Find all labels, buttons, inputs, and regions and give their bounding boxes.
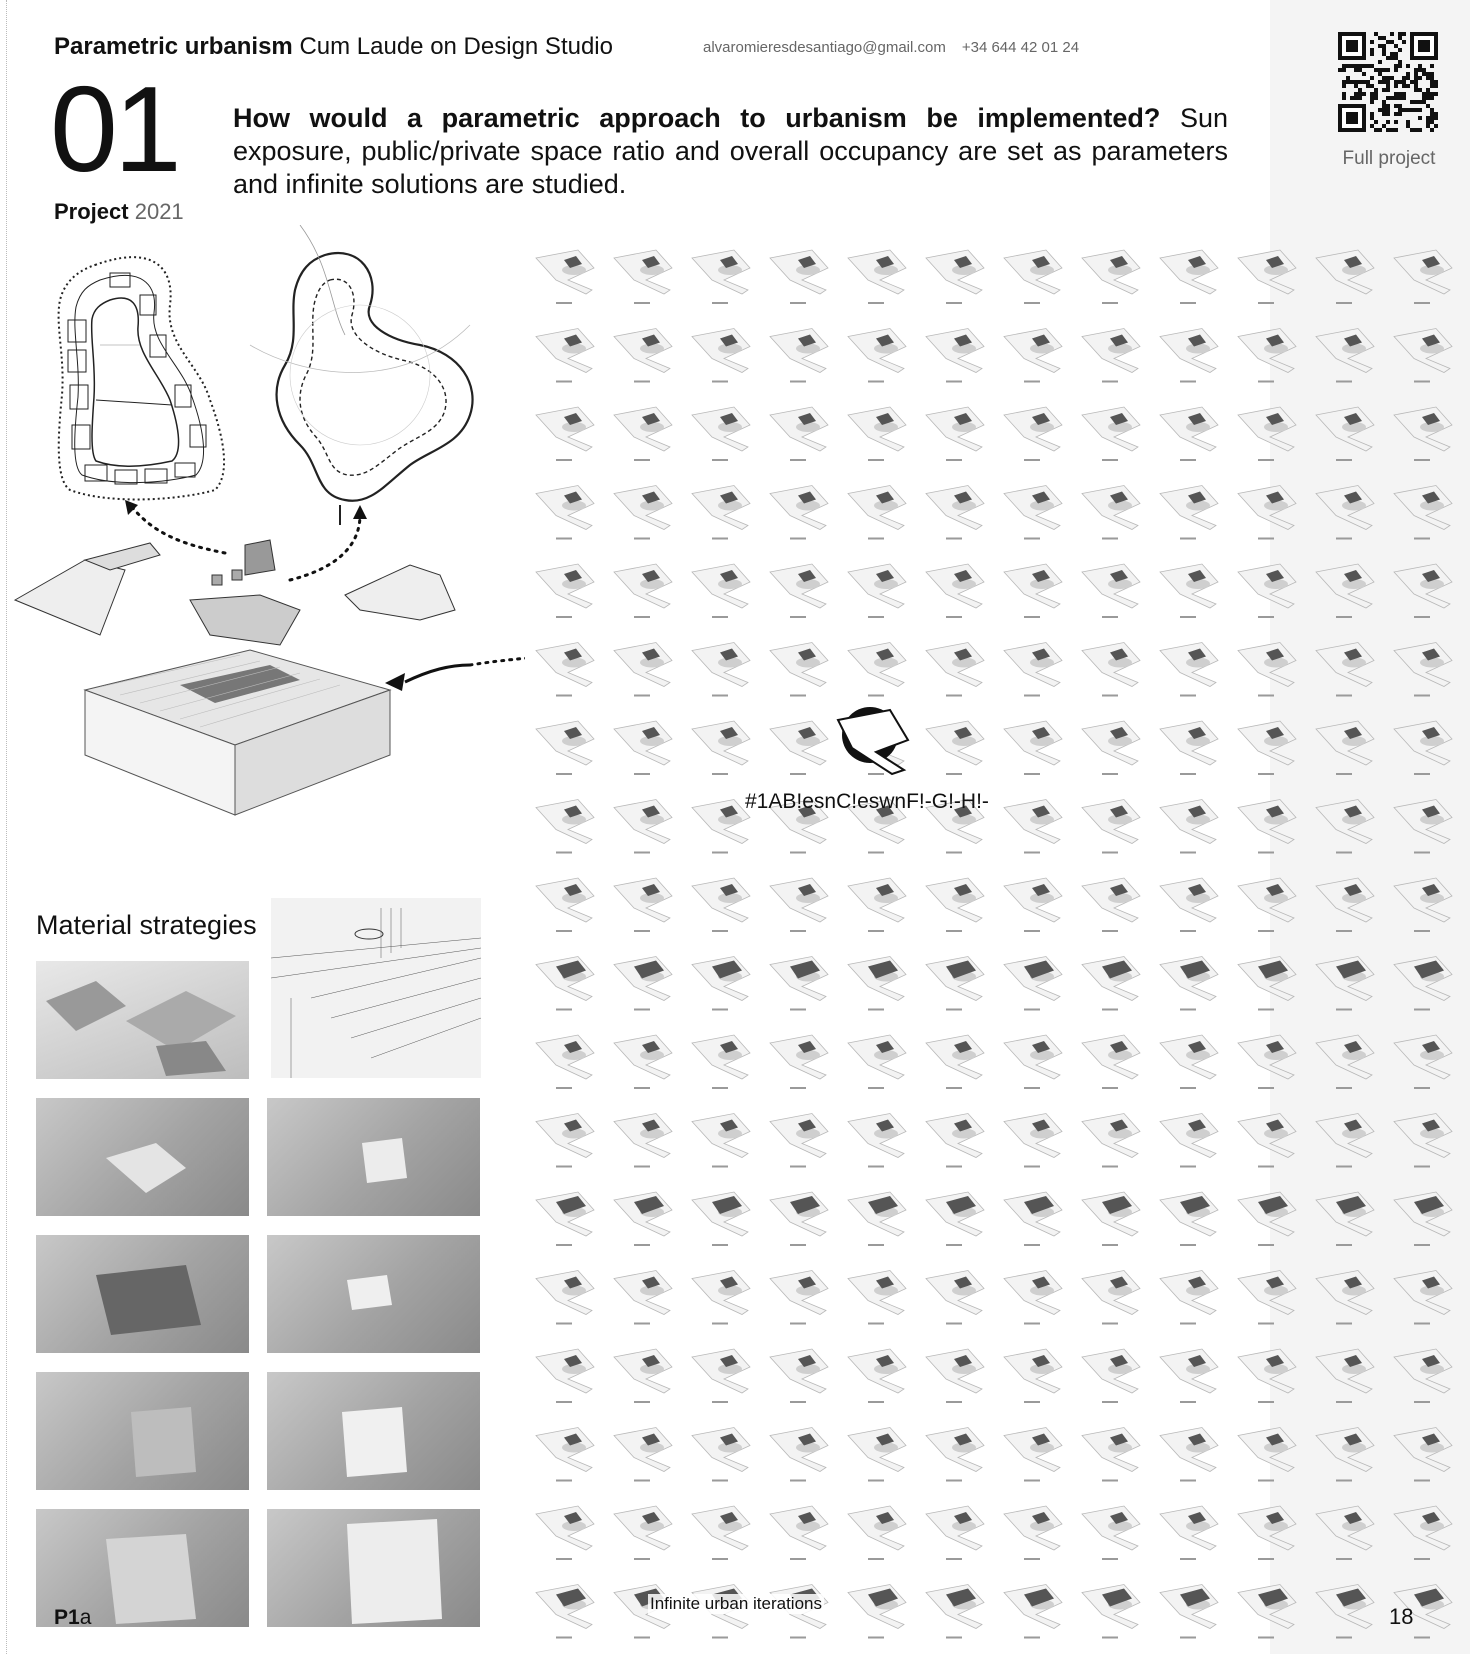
iteration-thumbnail [536, 878, 594, 932]
model-photo-7 [267, 1372, 480, 1490]
iteration-thumbnail [536, 643, 594, 697]
iteration-thumbnail [1004, 1349, 1062, 1403]
iteration-thumbnail [1082, 486, 1140, 540]
iteration-thumbnail [614, 1349, 672, 1403]
project-year: 2021 [134, 199, 184, 224]
iteration-thumbnail [926, 643, 984, 697]
iteration-thumbnail [1394, 1192, 1452, 1246]
qr-code[interactable] [1338, 30, 1438, 134]
iteration-thumbnail [536, 721, 594, 775]
iteration-thumbnail [848, 407, 906, 461]
iteration-thumbnail [848, 1428, 906, 1482]
iteration-thumbnail [926, 329, 984, 383]
iteration-thumbnail [692, 878, 750, 932]
iteration-thumbnail [1160, 329, 1218, 383]
iteration-thumbnail [1082, 1585, 1140, 1639]
iteration-thumbnail [1316, 957, 1374, 1011]
iteration-thumbnail [1394, 250, 1452, 304]
iteration-thumbnail [614, 721, 672, 775]
iteration-thumbnail [1394, 721, 1452, 775]
iteration-thumbnail [692, 1114, 750, 1168]
iteration-thumbnail [614, 1428, 672, 1482]
iteration-thumbnail [1160, 407, 1218, 461]
question-bold: How would a parametric approach to urbanism be implemented? [233, 103, 1161, 133]
iteration-thumbnail [1004, 1585, 1062, 1639]
iteration-thumbnail [770, 564, 828, 618]
iteration-thumbnail [614, 957, 672, 1011]
iteration-thumbnail [848, 1585, 906, 1639]
iteration-thumbnail [692, 407, 750, 461]
iteration-thumbnail [1082, 250, 1140, 304]
panel-label-rest: a [79, 1606, 92, 1629]
iteration-thumbnail [1160, 721, 1218, 775]
iteration-thumbnail [1160, 564, 1218, 618]
iteration-thumbnail [1004, 1192, 1062, 1246]
site-plan-right [250, 225, 473, 525]
iteration-thumbnail [692, 250, 750, 304]
iteration-thumbnail [1004, 957, 1062, 1011]
iteration-thumbnail [1316, 1271, 1374, 1325]
iteration-thumbnail [1238, 1585, 1296, 1639]
iteration-thumbnail [1082, 721, 1140, 775]
iteration-thumbnail [1394, 957, 1452, 1011]
material-strategies-title: Material strategies [36, 910, 257, 940]
iteration-thumbnail [1394, 1428, 1452, 1482]
iteration-thumbnail [770, 407, 828, 461]
iteration-thumbnail [1316, 486, 1374, 540]
iteration-thumbnail [1394, 1035, 1452, 1089]
model-photo-9 [267, 1509, 480, 1627]
iteration-thumbnail [1316, 407, 1374, 461]
iteration-thumbnail [1004, 1506, 1062, 1560]
contact-email[interactable]: alvaromieresdesantiago@gmail.com [703, 39, 946, 56]
iteration-thumbnail [848, 250, 906, 304]
iteration-thumbnail [1004, 329, 1062, 383]
iteration-thumbnail [1082, 1349, 1140, 1403]
contact-info [703, 39, 1079, 56]
iteration-thumbnail [848, 1035, 906, 1089]
iteration-thumbnail [614, 643, 672, 697]
iteration-thumbnail [1394, 1506, 1452, 1560]
iteration-thumbnail [1004, 1035, 1062, 1089]
iteration-thumbnail [1394, 800, 1452, 854]
iteration-thumbnail [848, 643, 906, 697]
iteration-thumbnail [1004, 800, 1062, 854]
iteration-thumbnail [1238, 800, 1296, 854]
iteration-thumbnail [1160, 486, 1218, 540]
iteration-thumbnail [1082, 1035, 1140, 1089]
iteration-thumbnail [1238, 1035, 1296, 1089]
iteration-thumbnail [770, 250, 828, 304]
iteration-thumbnail [770, 1428, 828, 1482]
iteration-thumbnail [1082, 957, 1140, 1011]
iteration-thumbnail [1082, 329, 1140, 383]
contact-phone[interactable]: +34 644 42 01 24 [961, 39, 1080, 56]
model-photo-1 [36, 961, 249, 1079]
iteration-thumbnail [1238, 957, 1296, 1011]
iteration-thumbnail [926, 1506, 984, 1560]
iteration-thumbnail [692, 957, 750, 1011]
iteration-thumbnail [848, 1271, 906, 1325]
iteration-thumbnail [1004, 250, 1062, 304]
iteration-thumbnail [1394, 564, 1452, 618]
iteration-thumbnail [926, 1428, 984, 1482]
model-photo-3 [267, 1098, 480, 1216]
iteration-thumbnail [1160, 1035, 1218, 1089]
iteration-thumbnail [692, 800, 750, 854]
iteration-thumbnail [1238, 407, 1296, 461]
iteration-thumbnail [1316, 721, 1374, 775]
iteration-thumbnail [770, 721, 828, 775]
iteration-thumbnail [614, 329, 672, 383]
iteration-thumbnail [536, 800, 594, 854]
iteration-thumbnail [1316, 1585, 1374, 1639]
iteration-thumbnail [1316, 1192, 1374, 1246]
iteration-thumbnail [1082, 800, 1140, 854]
iteration-thumbnail [1082, 1114, 1140, 1168]
iteration-thumbnail [1160, 1506, 1218, 1560]
iteration-thumbnail [1316, 1428, 1374, 1482]
iteration-thumbnail [1316, 1506, 1374, 1560]
iteration-thumbnail [1004, 1114, 1062, 1168]
iteration-thumbnail [1238, 486, 1296, 540]
iteration-thumbnail [926, 250, 984, 304]
iteration-thumbnail [1394, 643, 1452, 697]
iteration-thumbnail [536, 486, 594, 540]
page-number: 18 [1389, 1604, 1414, 1629]
iteration-thumbnail [1004, 486, 1062, 540]
iteration-thumbnail [1316, 800, 1374, 854]
iteration-thumbnail [1238, 250, 1296, 304]
iteration-thumbnail [770, 486, 828, 540]
iteration-thumbnail [926, 1585, 984, 1639]
model-photo-6 [36, 1372, 249, 1490]
iteration-thumbnail [926, 878, 984, 932]
iteration-thumbnail [848, 1349, 906, 1403]
iteration-thumbnail [848, 957, 906, 1011]
iteration-thumbnail [614, 1035, 672, 1089]
model-photo-5 [267, 1235, 480, 1353]
project-question [233, 102, 1228, 201]
iteration-thumbnail [770, 878, 828, 932]
iteration-thumbnail [692, 1271, 750, 1325]
iteration-thumbnail [1160, 957, 1218, 1011]
iteration-thumbnail [1316, 1114, 1374, 1168]
panel-label-bold: P1 [54, 1606, 80, 1629]
iteration-thumbnail [614, 1271, 672, 1325]
iteration-thumbnail [1082, 878, 1140, 932]
iteration-thumbnail [692, 1035, 750, 1089]
iteration-thumbnail [1238, 329, 1296, 383]
panel-label [54, 1606, 91, 1630]
iteration-thumbnail [1082, 1428, 1140, 1482]
iteration-thumbnail [1004, 721, 1062, 775]
iteration-thumbnail [1316, 1035, 1374, 1089]
iteration-thumbnail [1238, 1271, 1296, 1325]
page-heading [54, 33, 613, 61]
iteration-thumbnail [1160, 250, 1218, 304]
iteration-thumbnail [536, 250, 594, 304]
iteration-thumbnail [1082, 1192, 1140, 1246]
iteration-thumbnail [614, 250, 672, 304]
iteration-thumbnail [926, 564, 984, 618]
iteration-thumbnail [536, 1192, 594, 1246]
model-photo-2 [36, 1098, 249, 1216]
iteration-thumbnail [536, 564, 594, 618]
iteration-thumbnail [848, 1506, 906, 1560]
iteration-thumbnail [1004, 564, 1062, 618]
iteration-thumbnail [926, 407, 984, 461]
iteration-thumbnail [1316, 564, 1374, 618]
iteration-thumbnail [1082, 407, 1140, 461]
urban-drawings [0, 225, 525, 875]
iteration-thumbnail [770, 1349, 828, 1403]
iteration-thumbnail [614, 564, 672, 618]
iterations-caption: Infinite urban iterations [650, 1594, 822, 1613]
iteration-thumbnail [926, 1192, 984, 1246]
iteration-thumbnail [614, 486, 672, 540]
iteration-thumbnail [1316, 329, 1374, 383]
iteration-thumbnail [848, 1114, 906, 1168]
iteration-thumbnail [1238, 878, 1296, 932]
iteration-thumbnail [926, 1349, 984, 1403]
iteration-thumbnail [1082, 643, 1140, 697]
iteration-thumbnail [614, 800, 672, 854]
iteration-thumbnail [1238, 643, 1296, 697]
iteration-thumbnail [614, 1192, 672, 1246]
iteration-thumbnail [926, 1035, 984, 1089]
iteration-thumbnail [536, 407, 594, 461]
iteration-thumbnail [1082, 564, 1140, 618]
iteration-thumbnail [692, 643, 750, 697]
iteration-thumbnail [770, 1114, 828, 1168]
iteration-thumbnail [692, 1192, 750, 1246]
model-photo-4 [36, 1235, 249, 1353]
iteration-thumbnail [1316, 1349, 1374, 1403]
iteration-thumbnail [1394, 1271, 1452, 1325]
iteration-thumbnail [692, 486, 750, 540]
iteration-thumbnail [1160, 1585, 1218, 1639]
iteration-thumbnail [848, 1192, 906, 1246]
iteration-thumbnail [1316, 643, 1374, 697]
heading-rest: Cum Laude on Design Studio [292, 33, 613, 60]
iteration-thumbnail [1160, 1114, 1218, 1168]
qr-label[interactable]: Full project [1342, 148, 1436, 169]
iteration-thumbnail [1160, 1428, 1218, 1482]
iteration-thumbnail [1238, 1114, 1296, 1168]
iteration-thumbnail [848, 878, 906, 932]
iteration-thumbnail [1316, 250, 1374, 304]
iteration-thumbnail [536, 1506, 594, 1560]
iteration-thumbnail [536, 1428, 594, 1482]
iteration-thumbnail [692, 564, 750, 618]
iteration-thumbnail [614, 1506, 672, 1560]
iteration-thumbnail [1160, 800, 1218, 854]
iteration-thumbnail [770, 643, 828, 697]
iteration-thumbnail [1004, 407, 1062, 461]
iteration-thumbnail [692, 1506, 750, 1560]
point-cloud-render [271, 898, 481, 1078]
iteration-thumbnail [1394, 486, 1452, 540]
exploded-pieces [15, 540, 455, 645]
highlighted-iteration-code: #1AB!esnC!eswnF!-G!-H!- [745, 790, 989, 813]
iteration-thumbnail [1238, 1506, 1296, 1560]
iteration-thumbnail [1238, 1192, 1296, 1246]
iteration-thumbnail [536, 329, 594, 383]
project-year-label [54, 199, 184, 225]
iteration-thumbnail [614, 878, 672, 932]
iteration-thumbnail [536, 1114, 594, 1168]
iteration-thumbnail [1082, 1271, 1140, 1325]
iteration-thumbnail [536, 1349, 594, 1403]
iteration-thumbnail [1160, 1271, 1218, 1325]
iteration-thumbnail [1394, 329, 1452, 383]
iteration-thumbnail [770, 329, 828, 383]
project-label: Project [54, 199, 129, 224]
iteration-thumbnail [1004, 1271, 1062, 1325]
iteration-thumbnail [1004, 1428, 1062, 1482]
iteration-thumbnail [1394, 1349, 1452, 1403]
iteration-thumbnail [536, 1585, 594, 1639]
iteration-thumbnail [1238, 1349, 1296, 1403]
iteration-thumbnail [1004, 643, 1062, 697]
iteration-thumbnail [1160, 643, 1218, 697]
iteration-thumbnail [1394, 878, 1452, 932]
iteration-thumbnail [926, 1114, 984, 1168]
iteration-thumbnail [926, 721, 984, 775]
iteration-thumbnail [770, 957, 828, 1011]
iteration-thumbnail [1238, 1428, 1296, 1482]
question-rest: Sun exposure, public/private space ratio and overall occupancy are set as parameters and infinite solutions are studied. [233, 103, 1228, 199]
iteration-thumbnail [692, 721, 750, 775]
site-plan-left [59, 257, 224, 499]
iteration-thumbnail [848, 564, 906, 618]
iteration-thumbnail [1160, 1349, 1218, 1403]
iteration-thumbnail [1160, 1192, 1218, 1246]
iterations-grid [530, 240, 1470, 1654]
iteration-thumbnail [1160, 878, 1218, 932]
project-number: 01 [50, 61, 178, 197]
iteration-thumbnail [692, 1349, 750, 1403]
iteration-thumbnail [614, 1114, 672, 1168]
iteration-thumbnail [536, 957, 594, 1011]
iteration-thumbnail [614, 407, 672, 461]
iteration-thumbnail [1238, 721, 1296, 775]
iteration-thumbnail [926, 1271, 984, 1325]
iteration-thumbnail [926, 486, 984, 540]
iteration-thumbnail [848, 329, 906, 383]
iteration-thumbnail [1082, 1506, 1140, 1560]
iteration-thumbnail [770, 1506, 828, 1560]
iteration-thumbnail [692, 329, 750, 383]
iteration-thumbnail [1316, 878, 1374, 932]
iteration-thumbnail [770, 1035, 828, 1089]
iteration-thumbnail [926, 957, 984, 1011]
iteration-thumbnail [1238, 564, 1296, 618]
iteration-thumbnail [1394, 407, 1452, 461]
iteration-thumbnail [1004, 878, 1062, 932]
heading-bold: Parametric urbanism [54, 33, 293, 60]
site-block-model [85, 650, 390, 815]
iteration-thumbnail [770, 1192, 828, 1246]
iteration-thumbnail [1394, 1114, 1452, 1168]
iteration-thumbnail [536, 1271, 594, 1325]
iteration-thumbnail [848, 486, 906, 540]
iteration-thumbnail [692, 1428, 750, 1482]
iteration-thumbnail [770, 1271, 828, 1325]
iteration-thumbnail [536, 1035, 594, 1089]
